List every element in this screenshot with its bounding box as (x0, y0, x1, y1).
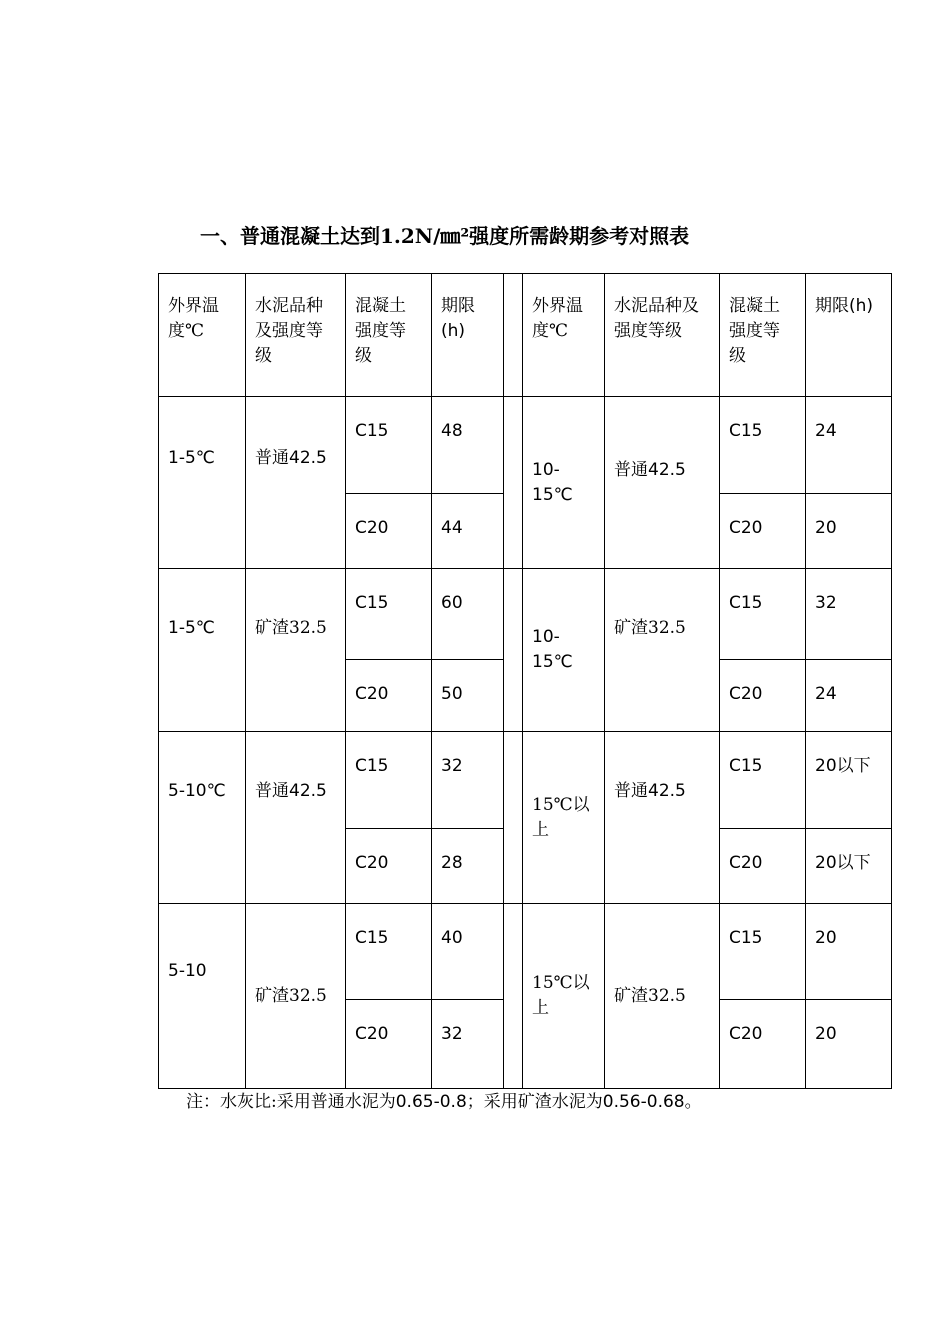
grade-cell-right: C15 (720, 569, 806, 660)
cement-cell-right: 普通42.5 (605, 397, 720, 569)
temp-cell-left: 1-5℃ (159, 569, 246, 732)
grade-cell-right: C20 (720, 494, 806, 569)
grade-cell-left: C20 (346, 829, 432, 904)
table-footnote (186, 1089, 886, 1115)
hours-cell-left: 50 (432, 660, 504, 732)
grade-cell-right: C15 (720, 904, 806, 1000)
hours-cell-left: 28 (432, 829, 504, 904)
hours-cell-right: 32 (806, 569, 892, 660)
grade-cell-right: C20 (720, 829, 806, 904)
temp-cell-left: 5-10℃ (159, 732, 246, 904)
table-row (159, 569, 892, 660)
grade-cell-left: C20 (346, 494, 432, 569)
hours-cell-right: 24 (806, 397, 892, 494)
temp-cell-right: 15℃以上 (523, 904, 605, 1089)
column-separator (504, 274, 523, 397)
cement-cell-right: 普通42.5 (605, 732, 720, 904)
cement-cell-right: 矿渣32.5 (605, 569, 720, 732)
grade-cell-left: C15 (346, 397, 432, 494)
table-row (159, 732, 892, 829)
hours-cell-right: 20以下 (806, 732, 892, 829)
grade-cell-right: C20 (720, 1000, 806, 1089)
footnote-prefix: 注：水灰比:采用普通水泥为 (186, 1092, 396, 1112)
curing-age-table (158, 273, 892, 1089)
table-row (159, 904, 892, 1000)
header-grade-left: 混凝土强度等级 (346, 274, 432, 397)
header-row (159, 274, 892, 397)
header-hours-right: 期限(h) (806, 274, 892, 397)
header-grade-right: 混凝土强度等级 (720, 274, 806, 397)
cement-cell-left: 普通42.5 (246, 732, 346, 904)
header-cement-left: 水泥品种及强度等级 (246, 274, 346, 397)
hours-cell-left: 40 (432, 904, 504, 1000)
grade-cell-right: C15 (720, 732, 806, 829)
column-separator (504, 569, 523, 732)
grade-cell-right: C15 (720, 397, 806, 494)
column-separator (504, 397, 523, 569)
grade-cell-left: C20 (346, 660, 432, 732)
temp-cell-right: 15℃以上 (523, 732, 605, 904)
footnote-middle: ；采用矿渣水泥为 (466, 1092, 603, 1112)
hours-cell-right: 20 (806, 1000, 892, 1089)
header-temp-left: 外界温度℃ (159, 274, 246, 397)
grade-cell-left: C15 (346, 732, 432, 829)
hours-cell-left: 44 (432, 494, 504, 569)
footnote-slag-ratio: 0.56-0.68 (602, 1092, 685, 1112)
grade-cell-left: C20 (346, 1000, 432, 1089)
temp-cell-right: 10-15℃ (523, 397, 605, 569)
temp-cell-right: 10-15℃ (523, 569, 605, 732)
hours-cell-right: 24 (806, 660, 892, 732)
header-cement-right: 水泥品种及强度等级 (605, 274, 720, 397)
grade-cell-left: C15 (346, 904, 432, 1000)
grade-cell-right: C20 (720, 660, 806, 732)
hours-cell-left: 32 (432, 732, 504, 829)
footnote-ordinary-ratio: 0.65-0.8 (395, 1092, 467, 1112)
column-separator (504, 904, 523, 1089)
hours-cell-right: 20以下 (806, 829, 892, 904)
hours-cell-right: 20 (806, 904, 892, 1000)
table-row (159, 397, 892, 494)
hours-cell-left: 32 (432, 1000, 504, 1089)
cement-cell-left: 矿渣32.5 (246, 904, 346, 1089)
temp-cell-left: 1-5℃ (159, 397, 246, 569)
page-title: 一、普通混凝土达到1.2N/㎜²强度所需龄期参考对照表 (200, 224, 690, 248)
hours-cell-left: 60 (432, 569, 504, 660)
cement-cell-left: 普通42.5 (246, 397, 346, 569)
hours-cell-right: 20 (806, 494, 892, 569)
grade-cell-left: C15 (346, 569, 432, 660)
footnote-suffix: 。 (684, 1092, 702, 1112)
column-separator (504, 732, 523, 904)
cement-cell-right: 矿渣32.5 (605, 904, 720, 1089)
temp-cell-left: 5-10 (159, 904, 246, 1089)
cement-cell-left: 矿渣32.5 (246, 569, 346, 732)
header-temp-right: 外界温度℃ (523, 274, 605, 397)
hours-cell-left: 48 (432, 397, 504, 494)
header-hours-left: 期限(h) (432, 274, 504, 397)
